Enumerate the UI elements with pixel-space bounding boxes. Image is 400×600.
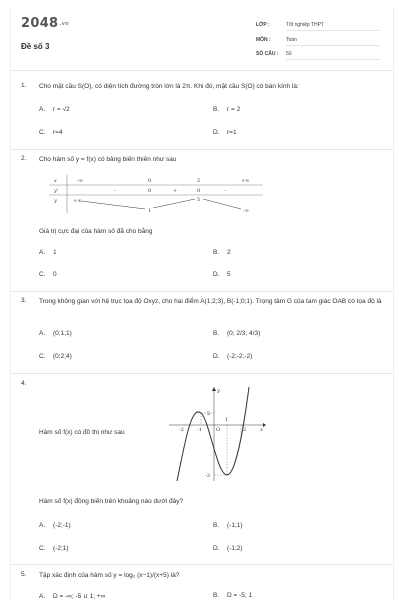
doc-title: Đề số 3 [21,42,50,51]
function-graph [167,383,267,483]
tbl-y-neg-inf: -∞ [243,208,249,213]
option-c[interactable] [39,129,63,136]
question-number: 3. [21,297,27,304]
option-d[interactable] [213,271,231,278]
question-number: 2. [21,155,27,162]
label-y-2: 2 [207,411,211,417]
option-label: B. [213,592,220,599]
option-b[interactable] [213,106,240,113]
option-text: (0;1;1) [53,330,72,337]
option-label: B. [213,249,220,256]
question-number: 5. [21,571,27,578]
meta-value: 50 [286,51,380,60]
option-text: r = 2 [227,106,241,113]
option-label: A. [39,593,46,600]
arrow-decreasing-2 [203,199,241,209]
option-text: (0; 2/3; 4/3) [227,330,261,337]
option-text: (-2;-1) [53,522,71,529]
option-label: A. [39,330,46,337]
option-text: (-1;1) [227,522,243,529]
option-text: (0;2;4) [53,353,72,360]
option-a[interactable] [39,249,57,256]
option-text: 0 [53,271,57,278]
option-text: D = -5; 1 [227,592,253,599]
x-axis-arrow [263,423,266,427]
site-logo[interactable] [21,16,69,31]
tbl-yp-sign1: - [114,188,116,194]
question-followup: Giá trị cực đại của hàm số đã cho bằng [39,228,153,235]
option-c[interactable] [39,545,69,552]
tbl-yp-label: y' [54,188,59,194]
option-b[interactable] [213,522,243,529]
option-label: B. [213,330,220,337]
option-label: D. [213,271,220,278]
y-axis-arrow [212,387,216,391]
option-text: 5 [227,271,231,278]
option-a[interactable] [39,106,70,113]
header-divider [11,70,393,71]
logo-main: 2048 [21,16,59,31]
question-divider [11,149,393,150]
option-label: A. [39,249,46,256]
tbl-y-pos-inf: +∞ [73,198,82,204]
tbl-y-label: y [54,198,57,204]
option-label: A. [39,522,46,529]
arrow-increasing [153,199,195,208]
option-text: D = -∞; -5 ∪ 1; +∞ [53,593,106,600]
label-x-neg2: -2 [179,427,184,433]
tbl-y-max: 5 [197,197,201,203]
tbl-yp-sign3: - [224,188,226,194]
option-text: (-2;-2;-2) [227,353,253,360]
question-number: 4. [21,380,27,387]
document-page [10,8,394,600]
tbl-x-0: 0 [148,178,152,184]
graph-curve [177,387,249,481]
option-c[interactable] [39,271,57,278]
question-divider [11,291,393,292]
option-d[interactable] [213,129,237,136]
option-a[interactable] [39,522,71,529]
option-label: B. [213,522,220,529]
option-b[interactable] [213,592,252,599]
option-text: 1 [53,249,57,256]
question-stem: Cho hàm số y = f(x) có bảng biến thiên như sau [39,156,177,163]
option-a[interactable] [39,330,72,337]
label-y-neg3: -3 [205,473,210,479]
option-d[interactable] [213,545,243,552]
meta-value: Toán [286,37,380,46]
option-label: A. [39,106,46,113]
option-label: C. [39,271,46,278]
option-label: C. [39,353,46,360]
option-text: r = √2 [53,106,70,113]
option-text: (-2;1) [53,545,69,552]
label-y: y [217,388,220,394]
tbl-y-min: 1 [148,208,152,213]
tbl-x-pos-inf: +∞ [241,178,250,184]
label-x-neg1: -1 [197,427,202,433]
question-stem: Tập xác định của hàm số y = log₂ (x−1)/(x+5) là? [39,572,180,579]
arrow-decreasing-1 [81,201,145,209]
label-x-2: 2 [243,427,247,433]
option-b[interactable] [213,330,260,337]
tbl-x-neg-inf: -∞ [77,178,83,184]
question-stem: Cho mặt cầu S(O), có diện tích đường tròn lớn là 2π. Khi đó, mặt cầu S(O) có bán kính là: [39,83,299,90]
meta-value: Tốt nghiệp THPT [286,22,380,31]
question-number: 1. [21,82,27,89]
tbl-yp-sign2: + [173,188,178,194]
option-c[interactable] [39,353,72,360]
option-label: D. [213,545,220,552]
logo-sub: .vn [59,20,70,27]
meta-key: LỚP : [256,22,270,28]
tbl-x-label: x [54,178,57,184]
meta-key: MÔN : [256,37,271,43]
option-text: r=4 [53,129,63,136]
option-text: (-1;2) [227,545,243,552]
label-x-1: 1 [225,417,229,423]
question-stem: Hàm số f(x) có đồ thị như sau [39,429,125,436]
option-label: B. [213,106,220,113]
question-followup: Hàm số f(x) đồng biến trên khoảng nào dưới đây? [39,498,184,505]
label-origin: O [216,427,221,433]
question-4-prompt [39,498,183,505]
tbl-yp-zero2: 0 [197,188,201,194]
variation-table [49,175,263,213]
question-divider [11,373,393,374]
option-label: C. [39,545,46,552]
label-x: x [260,427,263,433]
option-d[interactable] [213,353,252,360]
option-b[interactable] [213,249,231,256]
tbl-yp-zero1: 0 [148,188,152,194]
option-label: C. [39,129,46,136]
option-label: D. [213,129,220,136]
meta-key: SỐ CÂU : [256,51,279,57]
tbl-x-2: 2 [197,178,201,184]
question-divider [11,564,393,565]
option-text: 2 [227,249,231,256]
option-text: r=1 [227,129,237,136]
option-a[interactable] [39,592,105,600]
question-4-stem [39,429,125,436]
question-stem: Trong không gian với hệ trục tọa độ Oxyz, cho hai điểm A(1;2;3), B(-1;0;1). Trọng tâm G của tam giác OAB có tọa độ là [39,298,382,305]
option-label: D. [213,353,220,360]
